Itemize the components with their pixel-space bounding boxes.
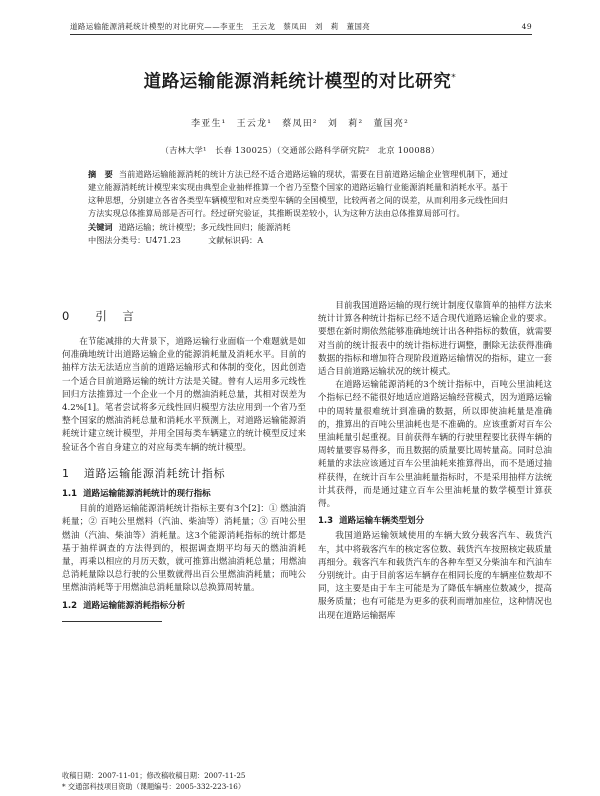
- paragraph-1: 目前我国道路运输的现行统计制度仅靠简单的抽样方法来统计计算各种统计指标已经不适合现代道路运输企业的要求。要想在新时期依然能够准确地统计出各种指标的数值，就需要对当前的统计报表中的统计指标进行调整，删除无法获得准确数据的指标和增加符合现阶段道路运输情况的指标，建立一套适合目前道路运输状况的统计模式。: [318, 301, 552, 378]
- subsection-number: 1.2: [62, 600, 78, 611]
- paper-title-text: 道路运输能源消耗统计模型的对比研究: [143, 71, 452, 92]
- clc-label: 中图法分类号：: [88, 235, 146, 245]
- subsection-title: 道路运输车辆类型划分: [339, 516, 425, 527]
- clc-value: U471.23: [145, 235, 181, 245]
- author-list: 李亚生¹ 王云龙¹ 蔡凤田² 刘 莉² 董国亮²: [191, 119, 409, 129]
- paper-title: [60, 71, 540, 92]
- subsection-heading-1-1: [62, 488, 306, 501]
- subsection-1-3-paragraph: 我国道路运输领域使用的车辆大致分载客汽车、载货汽车，其中将载客汽车的核定客位数、载货汽车按照核定载质量再细分。载客汽车和载货汽车的各种车型又分柴油车和汽油车分别统计。由于目前客运车辆存在相同长度的车辆座位数却不同，这主要是由于车主可能是为了降低车辆座位数减少，提高服务质量；也有可能是为更多的获利而增加座位，这种情况也出现在道路运输据库: [318, 531, 552, 621]
- intro-paragraph: 在节能减排的大背景下，道路运输行业面临一个难题就是如何准确地统计出道路运输企业的能源消耗量及消耗水平。目前的抽样方法无法适应当前的道路运输形式和体制的变化，因此创造一个适合目前道路运输的统计方法是关键。曾有人运用多元线性回归方法推算过一个企业一个月的燃油消耗总量，其相对误差为 4.2%[1]。笔者尝试将多元线性回归模型方法应用到一个省乃至整个国家的燃油消耗总量和消耗水平预测上，对道路运输能源消耗统计建立统计模型，并用全国每类车辆建立的统计模型反过来验证各个省自身建立的对应每类车辆的统计模型。: [62, 337, 306, 453]
- affiliation: （吉林大学¹ 长春 130025）（交通部公路科学研究院² 北京 100088）: [160, 145, 440, 155]
- right-column: [318, 300, 552, 623]
- keywords: [88, 221, 508, 234]
- paragraph-2: 在道路运输能源消耗的3个统计指标中，百吨公里油耗这个指标已经不能很好地适应道路运输经营模式，因为道路运输中的周转量很难统计到准确的数据，所以即使油耗量是准确的，推算出的百吨公里油耗也是不准确的。应该重新对百车公里油耗量引起重视。目前获得车辆的行驶里程要比获得车辆的周转量要容易得多，而且数据的质量要比周转量高。同时总油耗量的求法应该通过百车公里油耗来推算得出，而不是通过抽样获得，在统计百车公里油耗量指标时，不是采用抽样方法统计其获得，而是通过建立百车公里油耗量的数学模型计算获得。: [318, 380, 552, 510]
- subsection-number: 1.3: [318, 516, 334, 527]
- classification: [88, 234, 508, 247]
- subsection-1-1-paragraph: 目前的道路运输能源消耗统计指标主要有3个[2]：① 燃油消耗量；② 百吨公里燃料（汽油、柴油等）消耗量；③ 百吨公里燃油（汽油、柴油等）消耗量。这3个能源消耗指标的统计都是基于抽样调查的方法得到的，根据调查期平均每天的燃油消耗量，再乘以相应的月历天数，就可推算出燃油消耗总量；用燃油总消耗量除以总行驶的公里数就得出百公里燃油消耗量；而吨公里燃油消耗等于用燃油总消耗量除以总换算周转量。: [62, 504, 306, 594]
- subsection-heading-1-3: [318, 515, 552, 528]
- section-number: 0: [62, 309, 72, 323]
- running-header-text: 道路运输能源消耗统计模型的对比研究——李亚生 王云龙 蔡凤田 刘 莉 董国亮: [70, 22, 371, 31]
- abstract-label: 摘 要: [88, 169, 113, 179]
- abstract-text: 当前道路运输能源消耗的统计方法已经不适合道路运输的现状，需要在目前道路运输企业管理机制下，通过建立能源消耗统计模型来实现由典型企业抽样推算一个省乃至整个国家的道路运输行业能源消耗量和消耗水平。基于这种思想，分别建立各省各类型车辆模型和对应类型车辆的全国模型，比较两者之间的误差，从而利用多元线性回归方法实现总体推算局部是否可行。经过研究验证，其推断误差较小，认为这种方法由总体推算局部可行。: [88, 169, 508, 218]
- page-number: 49: [521, 22, 532, 31]
- subsection-number: 1.1: [62, 489, 78, 500]
- footnotes: [62, 770, 306, 792]
- footnote-project: * 交通部科技项目资助（课题编号：2005-332-223-16）: [62, 782, 246, 791]
- subsection-heading-1-2: [62, 600, 306, 613]
- section-title: 引 言: [95, 309, 136, 323]
- section-number: 1: [62, 466, 70, 480]
- keywords-label: 关键词: [88, 222, 113, 232]
- abstract-block: [88, 168, 508, 247]
- title-footnote-mark: *: [451, 73, 457, 83]
- keywords-text: 道路运输；统计模型；多元线性回归；能源消耗: [118, 222, 291, 232]
- section-heading-1: [62, 467, 306, 480]
- doc-code-value: A: [257, 235, 264, 245]
- subsection-title: 道路运输能源消耗统计的现行指标: [83, 489, 211, 500]
- doc-code-label: 文献标识码：: [208, 235, 258, 245]
- section-heading-intro: [62, 310, 306, 328]
- running-header: [70, 20, 532, 35]
- footnote-rule: [62, 621, 162, 622]
- footnote-received: 收稿日期：2007-11-01；修改稿收稿日期：2007-11-25: [62, 771, 246, 780]
- abstract: [88, 168, 508, 220]
- left-column: [62, 300, 306, 622]
- section-title: 道路运输能源消耗统计指标: [83, 466, 226, 480]
- subsection-title: 道路运输能源消耗指标分析: [83, 600, 186, 611]
